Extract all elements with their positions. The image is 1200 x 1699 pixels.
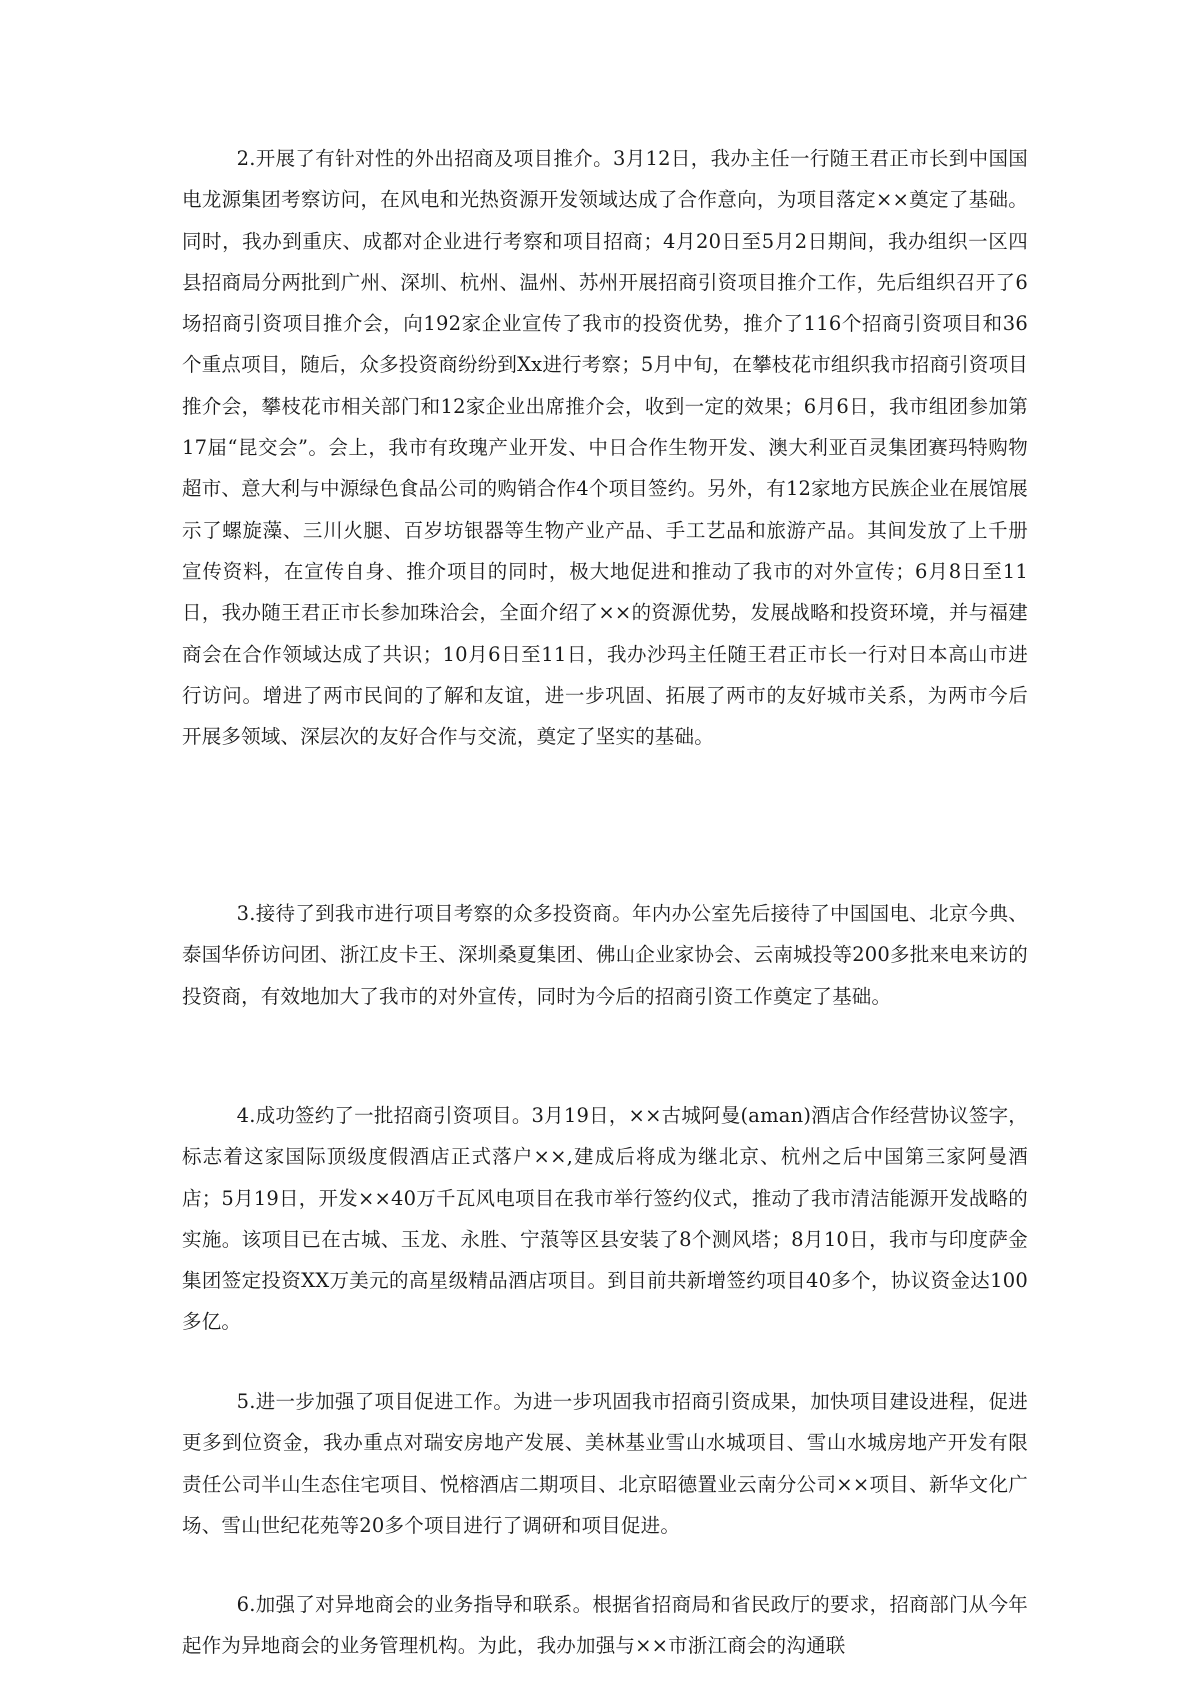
paragraph-investor-reception: 3.接待了到我市进行项目考察的众多投资商。年内办公室先后接待了中国国电、北京今典、泰国华侨访问团、浙江皮卡王、深圳桑夏集团、佛山企业家协会、云南城投等200多批来电来访的投资商，有效地加大了我市的对外宣传，同时为今后的招商引资工作奠定了基础。 [182, 902, 1028, 1008]
paragraph-chamber-guidance: 6.加强了对异地商会的业务指导和联系。根据省招商局和省民政厅的要求，招商部门从今年起作为异地商会的业务管理机构。为此，我办加强与××市浙江商会的沟通联 [182, 1593, 1028, 1658]
paragraph-investment-promotion: 2.开展了有针对性的外出招商及项目推介。3月12日，我办主任一行随王君正市长到中国国电龙源集团考察访问，在风电和光热资源开发领域达成了合作意向，为项目落定××奠定了基础。同时，我办到重庆、成都对企业进行考察和项目招商；4月20日至5月2日期间，我办组织一区四县招商局分两批到广州、深圳、杭州、温州、苏州开展招商引资项目推介工作，先后组织召开了6场招商引资项目推介会，向192家企业宣传了我市的投资优势，推介了116个招商引资项目和36个重点项目，随后，众多投资商纷纷到Xx进行考察；5月中旬，在攀枝花市组织我市招商引资项目推介会，攀枝花市相关部门和12家企业出席推介会，收到一定的效果；6月6日，我市组团参加第17届“昆交会”。会上，我市有玫瑰产业开发、中日合作生物开发、澳大利亚百灵集团赛玛特购物超市、意大利与中源绿色食品公司的购销合作4个项目签约。另外，有12家地方民族企业在展馆展示了螺旋藻、三川火腿、百岁坊银器等生物产业产品、手工艺品和旅游产品。其间发放了上千册宣传资料，在宣传自身、推介项目的同时，极大地促进和推动了我市的对外宣传；6月8日至11日，我办随王君正市长参加珠洽会，全面介绍了××的资源优势，发展战略和投资环境，并与福建商会在合作领域达成了共识；10月6日至11日，我办沙玛主任随王君正市长一行对日本高山市进行访问。增进了两市民间的了解和友谊，进一步巩固、拓展了两市的友好城市关系，为两市今后开展多领域、深层次的友好合作与交流，奠定了坚实的基础。 [182, 147, 1028, 749]
paragraph-project-promotion: 5.进一步加强了项目促进工作。为进一步巩固我市招商引资成果，加快项目建设进程，促进更多到位资金，我办重点对瑞安房地产发展、美林基业雪山水城项目、雪山水城房地产开发有限责任公司半山生态住宅项目、悦榕酒店二期项目、北京昭德置业云南分公司××项目、新华文化广场、雪山世纪花苑等20多个项目进行了调研和项目促进。 [182, 1390, 1028, 1537]
paragraph-signed-projects: 4.成功签约了一批招商引资项目。3月19日，××古城阿曼(aman)酒店合作经营协议签字，标志着这家国际顶级度假酒店正式落户××,建成后将成为继北京、杭州之后中国第三家阿曼酒店；5月19日，开发××40万千瓦风电项目在我市举行签约仪式，推动了我市清洁能源开发战略的实施。该项目已在古城、玉龙、永胜、宁蒗等区县安装了8个测风塔；8月10日，我市与印度萨金集团签定投资XX万美元的高星级精品酒店项目。到目前共新增签约项目40多个，协议资金达100多亿。 [182, 1104, 1028, 1334]
